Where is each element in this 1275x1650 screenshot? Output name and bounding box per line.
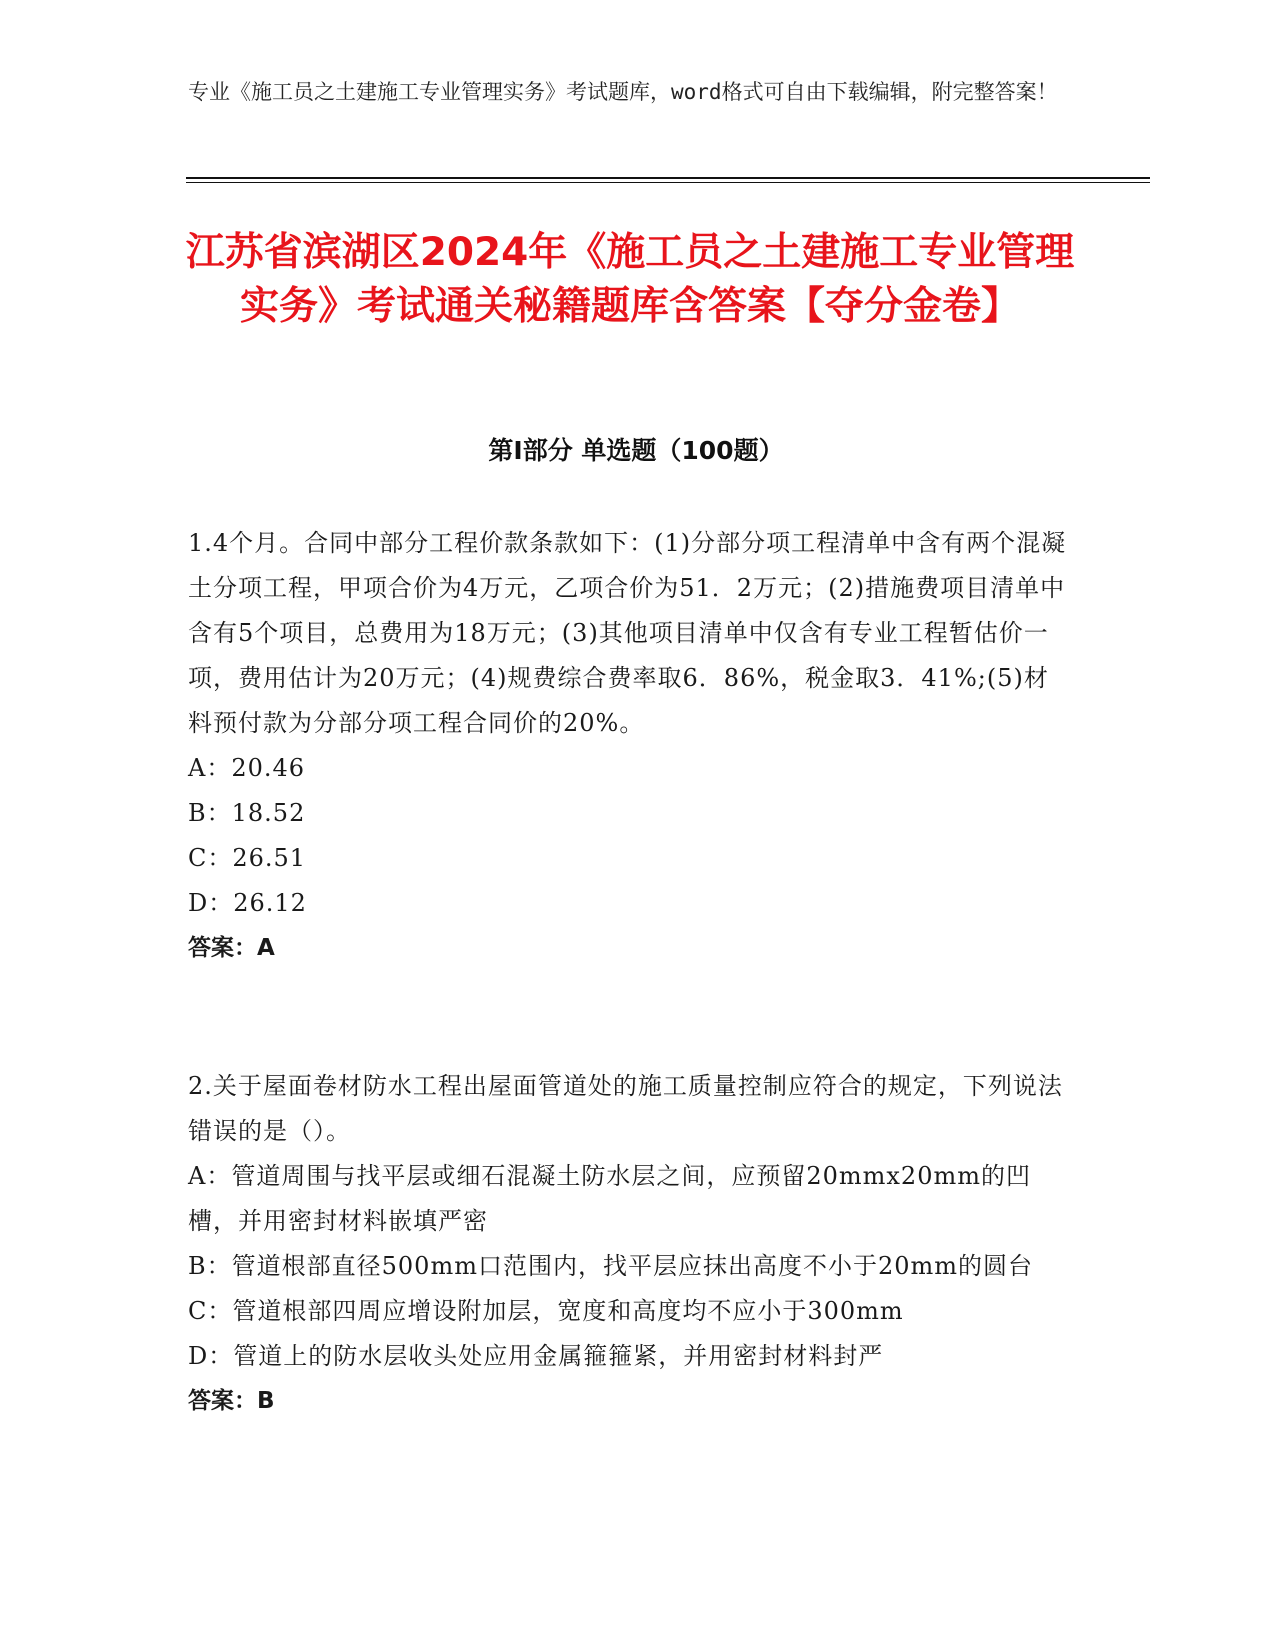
answer-label: 答案：B [188, 1388, 275, 1414]
option-a: A：管道周围与找平层或细石混凝土防水层之间，应预留20mmx20mm的凹槽，并用密封材料嵌填严密 [188, 1162, 1031, 1235]
question-2 [188, 1064, 1068, 1424]
question-1 [188, 521, 1068, 971]
document-title: 江苏省滨湖区2024年《施工员之土建施工专业管理实务》考试通关秘籍题库含答案【夺分金卷】 [185, 230, 1075, 329]
header-divider [186, 177, 1150, 179]
option-b: B：18.52 [188, 799, 306, 827]
header-divider-thin [186, 182, 1150, 183]
option-c: C：管道根部四周应增设附加层，宽度和高度均不应小于300mm [188, 1297, 904, 1325]
option-c: C：26.51 [188, 844, 307, 872]
option-d: D：26.12 [188, 889, 307, 917]
option-d: D：管道上的防水层收头处应用金属箍箍紧，并用密封材料封严 [188, 1342, 884, 1370]
header-note: 专业《施工员之土建施工专业管理实务》考试题库，word格式可自由下载编辑，附完整答案！ [188, 80, 1058, 104]
answer-label: 答案：A [188, 935, 275, 961]
option-b: B：管道根部直径500mm口范围内，找平层应抹出高度不小于20mm的圆台 [188, 1252, 1034, 1280]
option-a: A：20.46 [188, 754, 306, 782]
question-stem: 2.关于屋面卷材防水工程出屋面管道处的施工质量控制应符合的规定，下列说法错误的是（）。 [188, 1072, 1063, 1145]
section-heading: 第I部分 单选题（100题） [488, 436, 784, 465]
question-stem: 1.4个月。合同中部分工程价款条款如下：(1)分部分项工程清单中含有两个混凝土分项工程，甲项合价为4万元，乙项合价为51．2万元；(2)措施费项目清单中含有5个项目，总费用为18万元；(3)其他项目清单中仅含有专业工程暂估价一项，费用估计为20万元；(4)规费综合费率取6．86%，税金取3．41%;(5)材料预付款为分部分项工程合同价的20%。 [188, 529, 1067, 737]
